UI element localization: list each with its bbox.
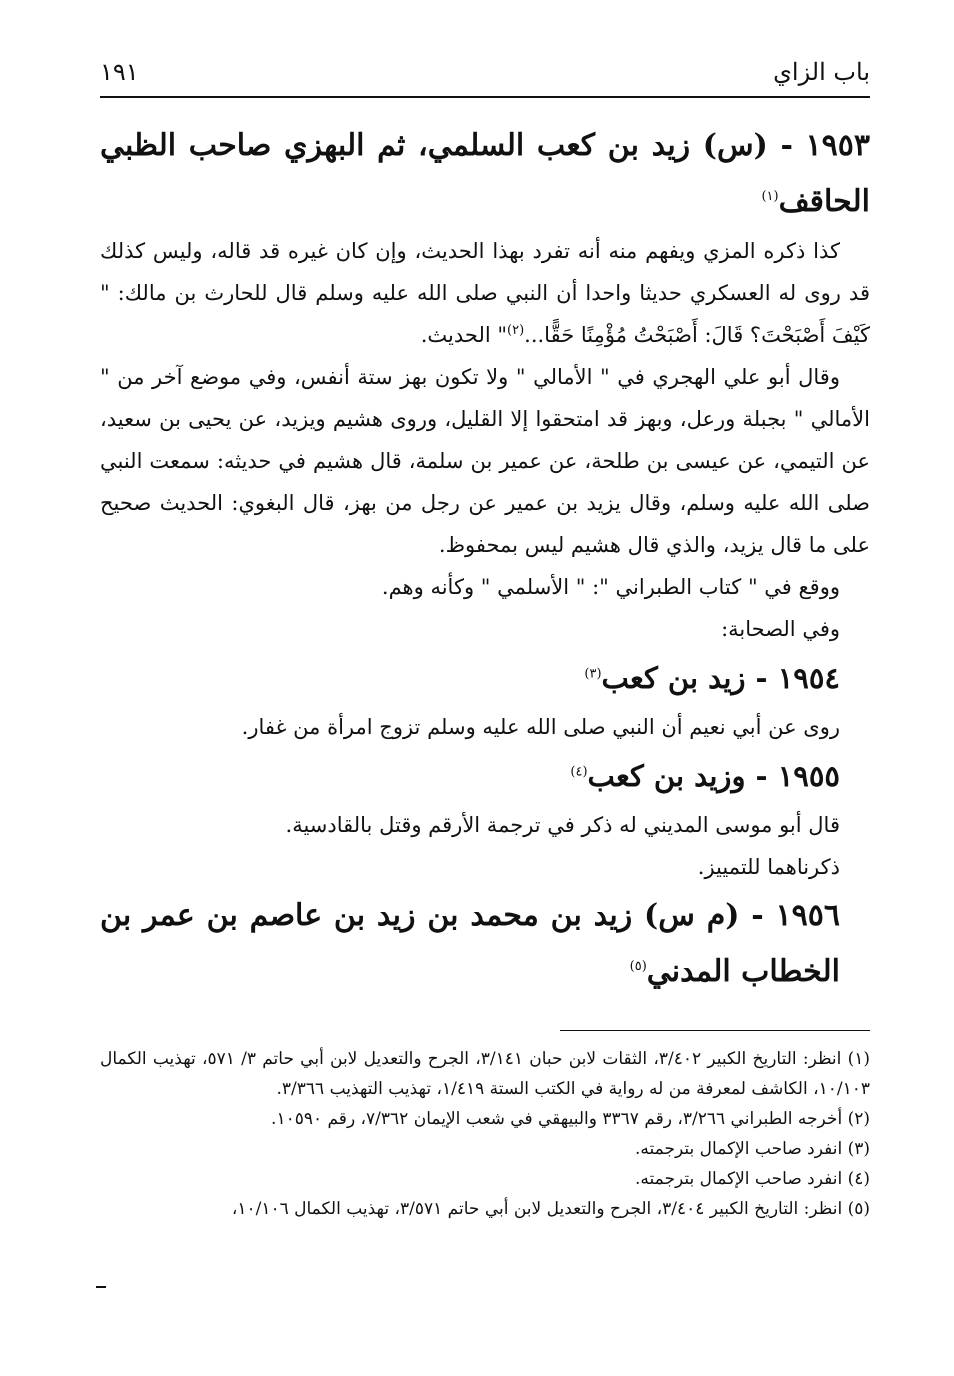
main-text xyxy=(100,118,870,1000)
footnote-ref-2[interactable]: (٢) xyxy=(507,323,525,338)
footnote-ref-5[interactable]: (٥) xyxy=(629,959,647,974)
footnote-2 xyxy=(100,1104,870,1134)
footnote-3 xyxy=(100,1134,870,1164)
entry-1954-title xyxy=(100,650,870,706)
footnote-2-number: (٢) xyxy=(847,1109,870,1129)
footnote-4-text: انفرد صاحب الإكمال بترجمته. xyxy=(635,1169,843,1189)
continuation-mark xyxy=(96,1286,106,1288)
paragraph-1-text: كذا ذكره المزي ويفهم منه أنه تفرد بهذا الحديث، وإن كان غيره قد قاله، وليس كذلك قد روى له العسكري حديثا واحدا أن النبي صلى الله عليه وسلم قال للحارث بن مالك: " كَيْفَ أَصْبَحْتَ؟ قَالَ: أَصْبَحْتُ مُؤْمِنًا حَقًّا... xyxy=(100,239,870,347)
paragraph-2: وقال أبو علي الهجري في " الأمالي " ولا تكون بهز ستة أنفس، وفي موضع آخر من " الأمالي " بجبلة ورعل، وبهز قد امتحقوا إلا القليل، وروى هشيم ويزيد، عن يحيى بن سعيد، عن التيمي، عن عيسى بن طلحة، عن عمير بن سلمة، قال هشيم في حديثه: سمعت النبي صلى الله عليه وسلم، وقال يزيد بن عمير عن رجل من بهز، قال البغوي: الحديث صحيح على ما قال يزيد، والذي قال هشيم ليس بمحفوظ. xyxy=(100,365,870,557)
entry-1953-title xyxy=(100,118,870,230)
paragraph-6: قال أبو موسى المديني له ذكر في ترجمة الأرقم وقتل بالقادسية. xyxy=(285,813,840,837)
footnote-2-text: أخرجه الطبراني ٣/٢٦٦، رقم ٣٣٦٧ والبيهقي في شعب الإيمان ٧/٣٦٢، رقم ١٠٥٩٠. xyxy=(271,1109,843,1129)
footnote-4-number: (٤) xyxy=(847,1169,870,1189)
chapter-title: باب الزاي xyxy=(773,58,870,86)
paragraph-3: ووقع في " كتاب الطبراني ": " الأسلمي " وكأنه وهم. xyxy=(381,575,840,599)
entry-1955-title xyxy=(100,748,870,804)
page-header xyxy=(100,56,870,96)
paragraph-4: وفي الصحابة: xyxy=(721,617,840,641)
footnote-5 xyxy=(100,1194,870,1224)
entry-1953-title-text: ١٩٥٣ - (س) زيد بن كعب السلمي، ثم البهزي صاحب الظبي الحاقف xyxy=(100,128,870,219)
footnote-3-number: (٣) xyxy=(847,1139,870,1159)
footnote-4 xyxy=(100,1164,870,1194)
footnote-1 xyxy=(100,1044,870,1104)
entry-1955-title-text: ١٩٥٥ - وزيد بن كعب xyxy=(587,759,840,793)
footnote-1-number: (١) xyxy=(847,1049,871,1069)
footnote-ref-1[interactable]: (١) xyxy=(761,189,779,204)
footnote-5-text: انظر: التاريخ الكبير ٣/٤٠٤، الجرح والتعديل لابن أبي حاتم ٣/٥٧١، تهذيب الكمال ١٠/١٠٦، xyxy=(231,1199,843,1219)
page-number: ١٩١ xyxy=(100,58,139,86)
paragraph-7: ذكرناهما للتمييز. xyxy=(697,855,840,879)
entry-1956-title-text: ١٩٥٦ - (م س) زيد بن محمد بن زيد بن عاصم بن عمر بن الخطاب المدني xyxy=(100,898,840,989)
paragraph-5: روى عن أبي نعيم أن النبي صلى الله عليه وسلم تزوج امرأة من غفار. xyxy=(241,715,840,739)
footnotes xyxy=(100,1044,870,1224)
paragraph-1-tail: " الحديث. xyxy=(420,323,508,347)
entry-1954-title-text: ١٩٥٤ - زيد بن كعب xyxy=(601,661,840,695)
footnote-ref-4[interactable]: (٤) xyxy=(570,764,588,780)
footnote-3-text: انفرد صاحب الإكمال بترجمته. xyxy=(635,1139,843,1159)
paragraph-1 xyxy=(100,230,870,356)
header-divider xyxy=(100,96,870,98)
entry-1956-title xyxy=(100,888,870,1000)
footnote-ref-3[interactable]: (٣) xyxy=(584,666,602,682)
footnote-1-text: انظر: التاريخ الكبير ٣/٤٠٢، الثقات لابن حبان ٣/١٤١، الجرح والتعديل لابن أبي حاتم ٣/ ٥٧١، تهذيب الكمال ١٠/١٠٣، الكاشف لمعرفة من له رواية في الكتب الستة ١/٤١٩، تهذيب التهذيب ٣/٣٦٦. xyxy=(100,1049,870,1099)
footnote-5-number: (٥) xyxy=(847,1199,870,1219)
footnote-divider xyxy=(560,1030,870,1031)
